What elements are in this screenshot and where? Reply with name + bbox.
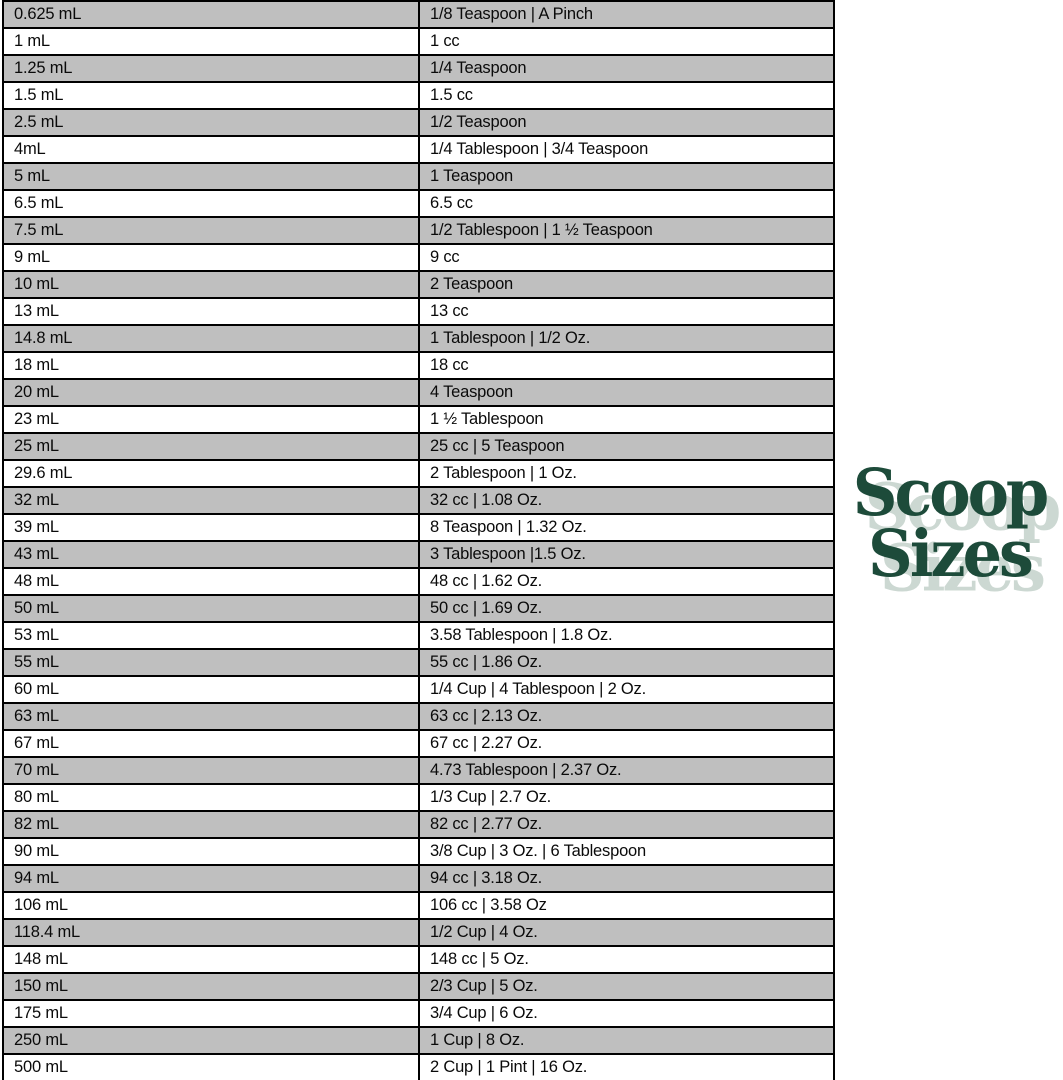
equivalent-cell: 63 cc | 2.13 Oz. — [419, 703, 834, 730]
equivalent-cell: 1/4 Cup | 4 Tablespoon | 2 Oz. — [419, 676, 834, 703]
ml-cell: 13 mL — [3, 298, 419, 325]
ml-cell: 82 mL — [3, 811, 419, 838]
table-row — [3, 28, 834, 55]
equivalent-cell: 8 Teaspoon | 1.32 Oz. — [419, 514, 834, 541]
ml-cell: 94 mL — [3, 865, 419, 892]
ml-cell: 148 mL — [3, 946, 419, 973]
equivalent-cell: 6.5 cc — [419, 190, 834, 217]
table-row — [3, 811, 834, 838]
equivalent-cell: 32 cc | 1.08 Oz. — [419, 487, 834, 514]
ml-cell: 2.5 mL — [3, 109, 419, 136]
ml-cell: 70 mL — [3, 757, 419, 784]
equivalent-cell: 1/4 Teaspoon — [419, 55, 834, 82]
ml-cell: 48 mL — [3, 568, 419, 595]
equivalent-cell: 1 Tablespoon | 1/2 Oz. — [419, 325, 834, 352]
table-row — [3, 730, 834, 757]
table-row — [3, 784, 834, 811]
equivalent-cell: 94 cc | 3.18 Oz. — [419, 865, 834, 892]
equivalent-cell: 1 ½ Tablespoon — [419, 406, 834, 433]
equivalent-cell: 2 Tablespoon | 1 Oz. — [419, 460, 834, 487]
equivalent-cell: 1/8 Teaspoon | A Pinch — [419, 1, 834, 28]
ml-cell: 5 mL — [3, 163, 419, 190]
equivalent-cell: 3/4 Cup | 6 Oz. — [419, 1000, 834, 1027]
table-row — [3, 865, 834, 892]
equivalent-cell: 1/2 Cup | 4 Oz. — [419, 919, 834, 946]
equivalent-cell: 55 cc | 1.86 Oz. — [419, 649, 834, 676]
equivalent-cell: 148 cc | 5 Oz. — [419, 946, 834, 973]
ml-cell: 6.5 mL — [3, 190, 419, 217]
ml-cell: 29.6 mL — [3, 460, 419, 487]
ml-cell: 0.625 mL — [3, 1, 419, 28]
table-row — [3, 703, 834, 730]
scoop-size-table — [2, 0, 835, 1080]
ml-cell: 67 mL — [3, 730, 419, 757]
table-row — [3, 136, 834, 163]
ml-cell: 250 mL — [3, 1027, 419, 1054]
equivalent-cell: 82 cc | 2.77 Oz. — [419, 811, 834, 838]
equivalent-cell: 1/2 Tablespoon | 1 ½ Teaspoon — [419, 217, 834, 244]
ml-cell: 25 mL — [3, 433, 419, 460]
table-row — [3, 433, 834, 460]
table-row — [3, 838, 834, 865]
table-row — [3, 757, 834, 784]
table-row — [3, 217, 834, 244]
ml-cell: 50 mL — [3, 595, 419, 622]
equivalent-cell: 9 cc — [419, 244, 834, 271]
table-row — [3, 973, 834, 1000]
equivalent-cell: 1 cc — [419, 28, 834, 55]
ml-cell: 1 mL — [3, 28, 419, 55]
ml-cell: 150 mL — [3, 973, 419, 1000]
table-row — [3, 541, 834, 568]
table-row — [3, 946, 834, 973]
ml-cell: 60 mL — [3, 676, 419, 703]
ml-cell: 32 mL — [3, 487, 419, 514]
table-row — [3, 568, 834, 595]
equivalent-cell: 3 Tablespoon |1.5 Oz. — [419, 541, 834, 568]
ml-cell: 80 mL — [3, 784, 419, 811]
ml-cell: 118.4 mL — [3, 919, 419, 946]
table-row — [3, 379, 834, 406]
table-row — [3, 892, 834, 919]
equivalent-cell: 13 cc — [419, 298, 834, 325]
ml-cell: 9 mL — [3, 244, 419, 271]
table-row — [3, 514, 834, 541]
table-row — [3, 487, 834, 514]
table-row — [3, 919, 834, 946]
table-row — [3, 1, 834, 28]
ml-cell: 20 mL — [3, 379, 419, 406]
ml-cell: 18 mL — [3, 352, 419, 379]
table-row — [3, 271, 834, 298]
ml-cell: 175 mL — [3, 1000, 419, 1027]
table-row — [3, 676, 834, 703]
ml-cell: 43 mL — [3, 541, 419, 568]
table-row — [3, 406, 834, 433]
table-row — [3, 1027, 834, 1054]
equivalent-cell: 3/8 Cup | 3 Oz. | 6 Tablespoon — [419, 838, 834, 865]
equivalent-cell: 25 cc | 5 Teaspoon — [419, 433, 834, 460]
table-row — [3, 352, 834, 379]
ml-cell: 4mL — [3, 136, 419, 163]
equivalent-cell: 2 Cup | 1 Pint | 16 Oz. — [419, 1054, 834, 1080]
table-row — [3, 55, 834, 82]
equivalent-cell: 3.58 Tablespoon | 1.8 Oz. — [419, 622, 834, 649]
equivalent-cell: 1 Cup | 8 Oz. — [419, 1027, 834, 1054]
equivalent-cell: 1/4 Tablespoon | 3/4 Teaspoon — [419, 136, 834, 163]
table-row — [3, 325, 834, 352]
table-row — [3, 649, 834, 676]
equivalent-cell: 18 cc — [419, 352, 834, 379]
scoop-size-table-body — [3, 1, 834, 1080]
equivalent-cell: 4.73 Tablespoon | 2.37 Oz. — [419, 757, 834, 784]
table-row — [3, 298, 834, 325]
ml-cell: 90 mL — [3, 838, 419, 865]
equivalent-cell: 4 Teaspoon — [419, 379, 834, 406]
ml-cell: 23 mL — [3, 406, 419, 433]
table-row — [3, 82, 834, 109]
ml-cell: 7.5 mL — [3, 217, 419, 244]
ml-cell: 55 mL — [3, 649, 419, 676]
table-row — [3, 460, 834, 487]
ml-cell: 106 mL — [3, 892, 419, 919]
equivalent-cell: 2/3 Cup | 5 Oz. — [419, 973, 834, 1000]
equivalent-cell: 1/3 Cup | 2.7 Oz. — [419, 784, 834, 811]
logo-line-2: Sizes — [868, 515, 1031, 592]
equivalent-cell: 106 cc | 3.58 Oz — [419, 892, 834, 919]
equivalent-cell: 67 cc | 2.27 Oz. — [419, 730, 834, 757]
scoop-sizes-logo — [836, 454, 1063, 592]
table-row — [3, 1054, 834, 1080]
table-row — [3, 622, 834, 649]
table-row — [3, 1000, 834, 1027]
equivalent-cell: 1/2 Teaspoon — [419, 109, 834, 136]
ml-cell: 1.25 mL — [3, 55, 419, 82]
equivalent-cell: 50 cc | 1.69 Oz. — [419, 595, 834, 622]
table-row — [3, 163, 834, 190]
ml-cell: 39 mL — [3, 514, 419, 541]
equivalent-cell: 48 cc | 1.62 Oz. — [419, 568, 834, 595]
table-row — [3, 109, 834, 136]
equivalent-cell: 2 Teaspoon — [419, 271, 834, 298]
equivalent-cell: 1.5 cc — [419, 82, 834, 109]
ml-cell: 14.8 mL — [3, 325, 419, 352]
table-row — [3, 190, 834, 217]
ml-cell: 53 mL — [3, 622, 419, 649]
table-row — [3, 244, 834, 271]
ml-cell: 63 mL — [3, 703, 419, 730]
table-row — [3, 595, 834, 622]
ml-cell: 1.5 mL — [3, 82, 419, 109]
ml-cell: 10 mL — [3, 271, 419, 298]
equivalent-cell: 1 Teaspoon — [419, 163, 834, 190]
logo-line-1: Scoop — [852, 454, 1047, 531]
ml-cell: 500 mL — [3, 1054, 419, 1080]
